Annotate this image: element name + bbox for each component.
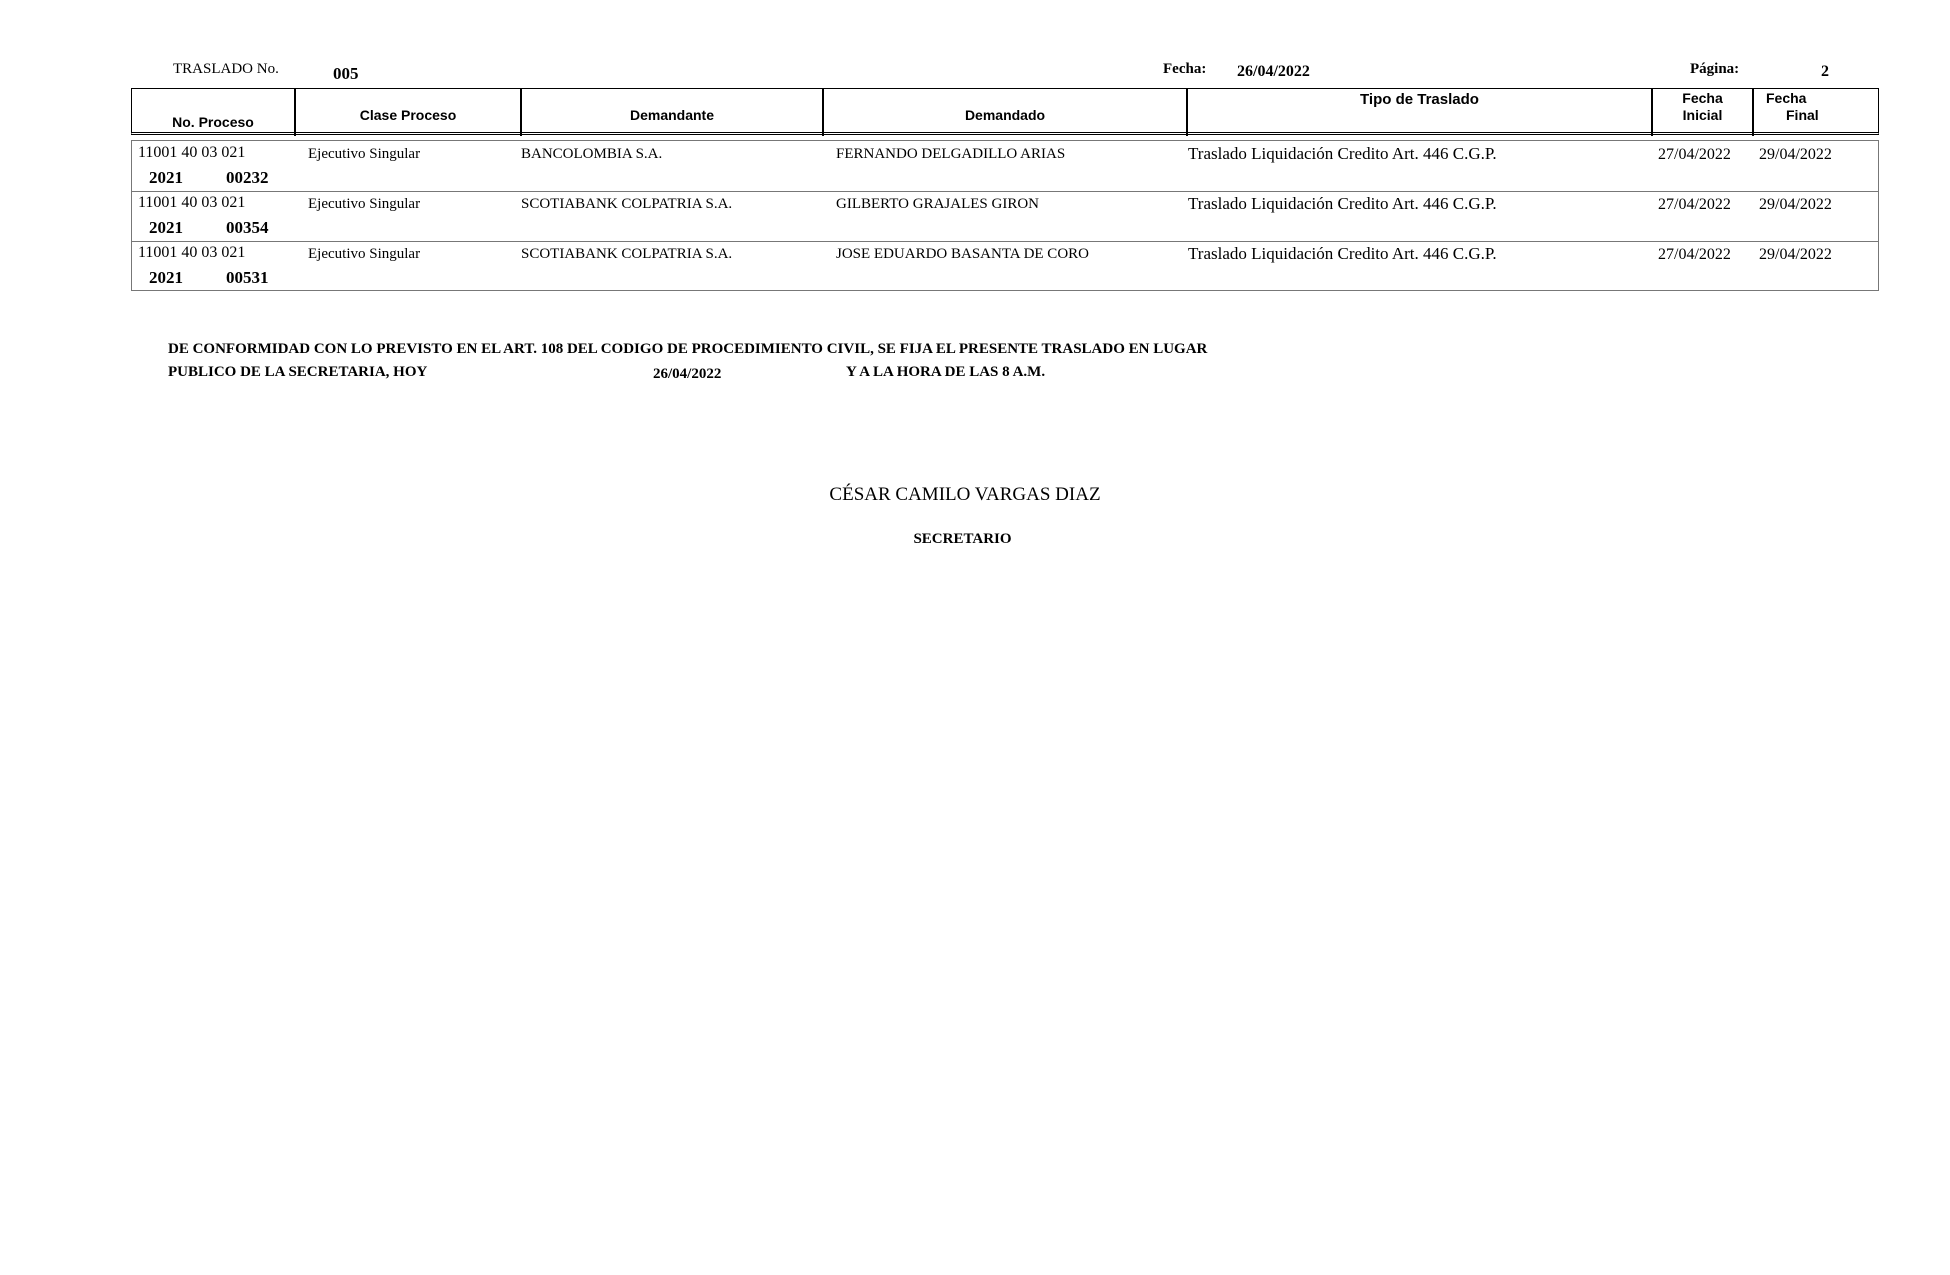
- fecha-final: 29/04/2022: [1759, 196, 1832, 213]
- clase-proceso: Ejecutivo Singular: [308, 246, 421, 262]
- table-row: [132, 241, 1878, 292]
- notice-hour: Y A LA HORA DE LAS 8 A.M.: [846, 364, 1046, 380]
- demandado: GILBERTO GRAJALES GIRON: [836, 196, 1039, 212]
- proceso-year: 2021: [149, 218, 183, 237]
- demandado: JOSE EDUARDO BASANTA DE CORO: [836, 246, 1089, 262]
- fecha-inicial: 27/04/2022: [1658, 196, 1731, 213]
- notice-line-2: PUBLICO DE LA SECRETARIA, HOY: [168, 364, 428, 380]
- tipo-traslado: Traslado Liquidación Credito Art. 446 C.G.P.: [1188, 194, 1497, 213]
- table-row: [132, 141, 1878, 191]
- signature-role: SECRETARIO: [913, 531, 1012, 547]
- tipo-traslado: Traslado Liquidación Credito Art. 446 C.G.P.: [1188, 244, 1497, 263]
- column-header-fecha-inicial-line1: Fecha: [1682, 90, 1723, 106]
- clase-proceso: Ejecutivo Singular: [308, 146, 421, 162]
- clase-proceso: Ejecutivo Singular: [308, 196, 421, 212]
- pagina-value: 2: [1821, 63, 1829, 80]
- proceso-year: 2021: [149, 168, 183, 187]
- column-header-demandado: Demandado: [964, 107, 1046, 123]
- proceso-number: 11001 40 03 021: [138, 244, 246, 261]
- fecha-inicial: 27/04/2022: [1658, 146, 1731, 163]
- proceso-radicado: 00232: [226, 168, 269, 187]
- fecha-label: Fecha:: [1163, 61, 1207, 77]
- column-header-tipo-traslado: Tipo de Traslado: [1360, 91, 1479, 108]
- fecha-final: 29/04/2022: [1759, 146, 1832, 163]
- proceso-radicado: 00354: [226, 218, 269, 237]
- pagina-label: Página:: [1690, 61, 1740, 77]
- traslado-label: TRASLADO No.: [173, 61, 279, 77]
- proceso-number: 11001 40 03 021: [138, 194, 246, 211]
- column-header-fecha-inicial-line2: Inicial: [1682, 107, 1723, 123]
- fecha-inicial: 27/04/2022: [1658, 246, 1731, 263]
- traslado-number: 005: [333, 64, 359, 83]
- fecha-value: 26/04/2022: [1237, 63, 1310, 80]
- table-body: [131, 140, 1879, 291]
- column-header-fecha-final-line1: Fecha: [1766, 90, 1807, 106]
- proceso-number: 11001 40 03 021: [138, 144, 246, 161]
- signature-name: CÉSAR CAMILO VARGAS DIAZ: [829, 484, 1101, 505]
- column-header-fecha-inicial: [1653, 90, 1752, 124]
- fecha-final: 29/04/2022: [1759, 246, 1832, 263]
- proceso-year: 2021: [149, 268, 183, 287]
- column-header-clase-proceso: Clase Proceso: [359, 107, 457, 123]
- column-header-demandante: Demandante: [629, 107, 715, 123]
- tipo-traslado: Traslado Liquidación Credito Art. 446 C.G.P.: [1188, 144, 1497, 163]
- column-header-fecha-final: [1754, 90, 1878, 124]
- proceso-radicado: 00531: [226, 268, 269, 287]
- notice-line-1: DE CONFORMIDAD CON LO PREVISTO EN EL ART. 108 DEL CODIGO DE PROCEDIMIENTO CIVIL, SE FIJA EL PRESENTE TRASLADO EN LUGAR: [168, 341, 1208, 357]
- demandante: SCOTIABANK COLPATRIA S.A.: [521, 196, 733, 212]
- demandante: BANCOLOMBIA S.A.: [521, 146, 663, 162]
- column-header-no-proceso: No. Proceso: [172, 114, 254, 130]
- demandante: SCOTIABANK COLPATRIA S.A.: [521, 246, 733, 262]
- notice-date: 26/04/2022: [653, 366, 722, 382]
- column-header-fecha-final-line2: Final: [1786, 107, 1819, 123]
- table-row: [132, 191, 1878, 242]
- demandado: FERNANDO DELGADILLO ARIAS: [836, 146, 1066, 162]
- table-header: [131, 88, 1879, 135]
